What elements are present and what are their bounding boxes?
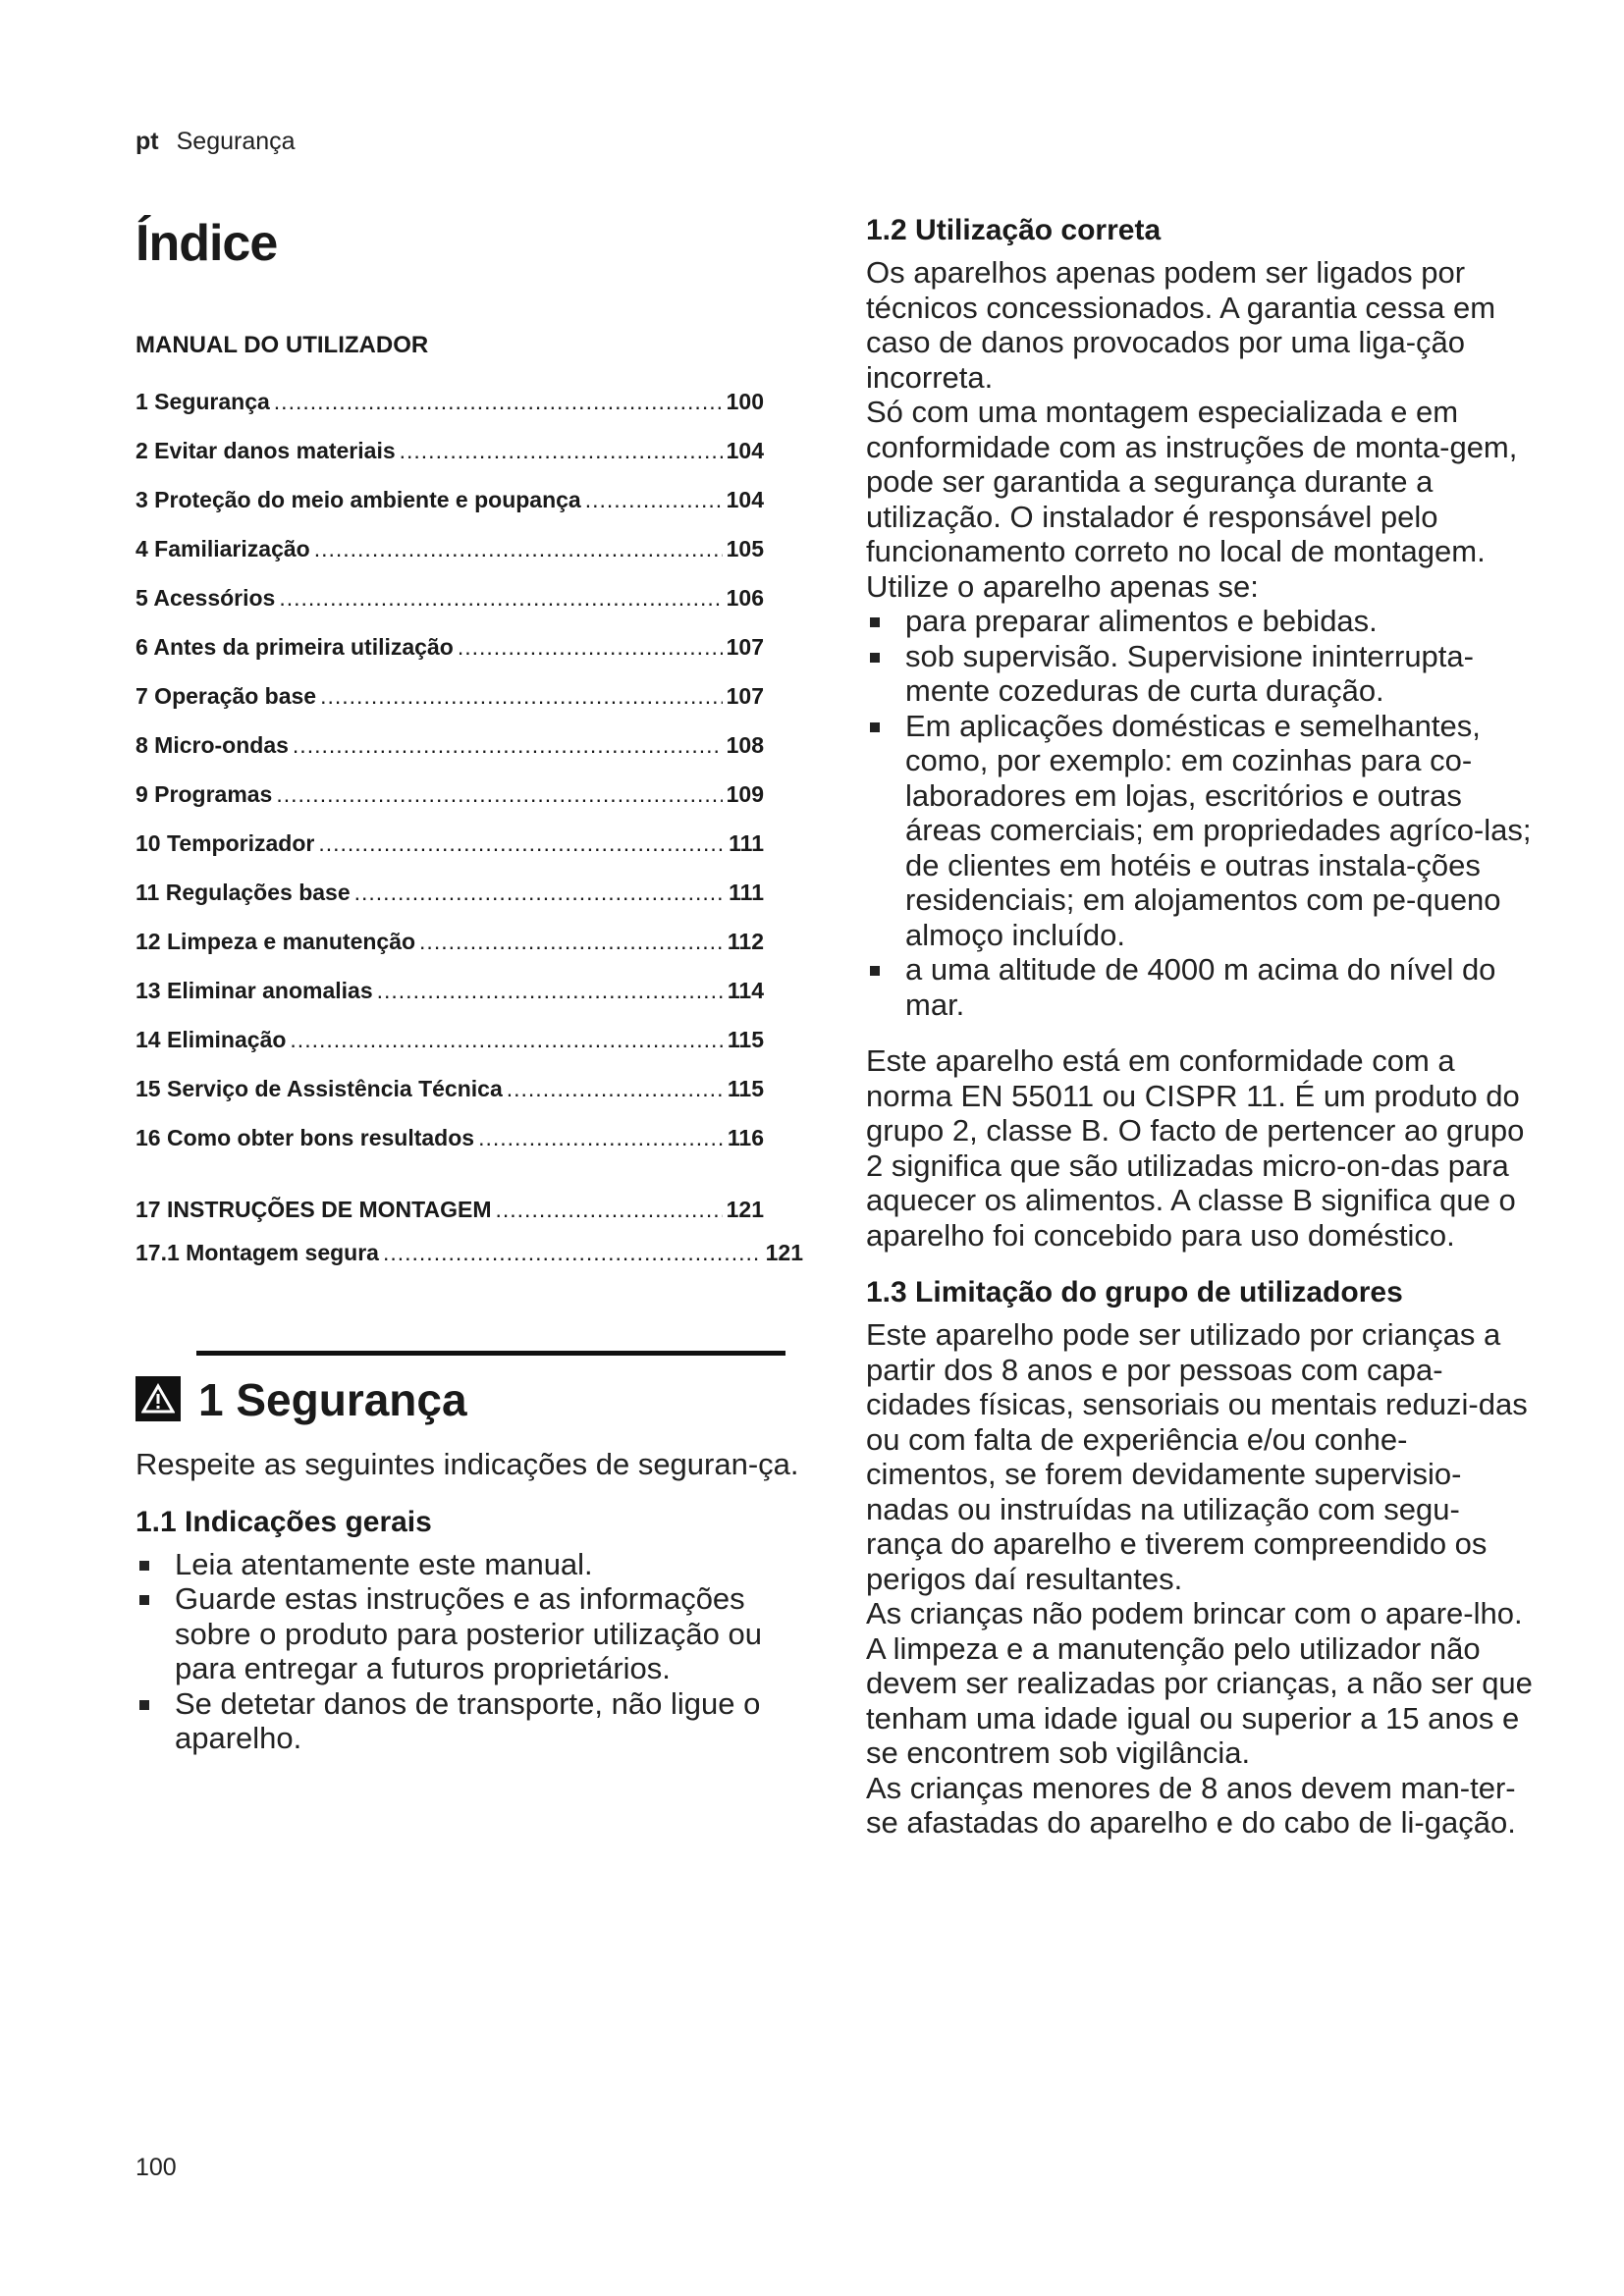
list-item: a uma altitude de 4000 m acima do nível do mar. [866, 952, 1534, 1022]
left-column [135, 214, 803, 1756]
list-item: Em aplicações domésticas e semelhantes, como, por exemplo: em cozinhas para co-laboradores em lojas, escritórios e outras áreas comerciais; em propriedades agríco-las; de clientes em hotéis e outras instala-ções residenciais; em alojamentos com pe-queno almoço incluído. [866, 709, 1534, 953]
page-number: 100 [135, 2154, 177, 2181]
toc-entry[interactable]: 2 Evitar danos materiais ..... 104 [135, 426, 764, 475]
paragraph: Este aparelho pode ser utilizado por crianças a partir dos 8 anos e por pessoas com capa-cidades físicas, sensoriais ou mentais reduzi-das ou com falta de experiência e/ou conhe-cimentos, se forem devidamente supervisio-nadas ou instruídas na utilização com segu-rança do aparelho e tiverem compreendido os perigos daí resultantes. [866, 1317, 1528, 1596]
usage-bullets [866, 604, 1534, 1022]
list-item: para preparar alimentos e bebidas. [866, 604, 1534, 639]
toc-entry[interactable]: 7 Operação base ..... 107 [135, 671, 764, 721]
subsection-title: 1.1 Indicações gerais [135, 1505, 432, 1538]
paragraph: Este aparelho está em conformidade com a norma EN 55011 ou CISPR 11. É um produto do grupo 2, classe B. O facto de pertencer ao grupo 2 significa que são utilizadas micro-on-das para aquecer os alimentos. A classe B significa que o aparelho foi concebido para uso doméstico. [866, 1043, 1525, 1253]
toc-entry[interactable]: 5 Acessórios ..... 106 [135, 573, 764, 622]
list-item: Se detetar danos de transporte, não ligue o aparelho. [135, 1686, 803, 1756]
table-of-contents-installation [135, 1188, 803, 1274]
toc-entry[interactable]: 10 Temporizador ..... 111 [135, 819, 764, 868]
language-code: pt [135, 128, 159, 155]
toc-entry[interactable]: 4 Familiarização ..... 105 [135, 524, 764, 573]
toc-entry[interactable]: 9 Programas ..... 109 [135, 770, 764, 819]
table-of-contents [135, 377, 803, 1162]
subsection-title: 1.3 Limitação do grupo de utilizadores [866, 1276, 1403, 1308]
toc-entry[interactable]: 17 INSTRUÇÕES DE MONTAGEM ..... 121 [135, 1188, 764, 1231]
toc-entry[interactable]: 13 Eliminar anomalias ..... 114 [135, 966, 764, 1015]
toc-entry[interactable]: 6 Antes da primeira utilização ..... 107 [135, 622, 764, 671]
paragraph: Os aparelhos apenas podem ser ligados por técnicos concessionados. A garantia cessa em caso de danos provocados por uma liga-ção incorreta. [866, 255, 1496, 395]
toc-entry[interactable]: 1 Segurança ..... 100 [135, 377, 764, 426]
safety-intro: Respeite as seguintes indicações de seguran-ça. [135, 1447, 799, 1481]
toc-entry[interactable]: 11 Regulações base ..... 111 [135, 868, 764, 917]
section-title: 1 Segurança [198, 1374, 467, 1425]
toc-entry[interactable]: 15 Serviço de Assistência Técnica ..... 115 [135, 1064, 764, 1113]
general-bullets [135, 1547, 803, 1756]
manual-label: MANUAL DO UTILIZADOR [135, 332, 429, 358]
running-header [135, 128, 296, 156]
paragraph: A limpeza e a manutenção pelo utilizador não devem ser realizadas por crianças, a não ser que tenham uma idade igual ou superior a 15 anos e se encontrem sob vigilância. [866, 1630, 1533, 1770]
toc-entry[interactable]: 8 Micro-ondas ..... 108 [135, 721, 764, 770]
right-column [866, 214, 1534, 1841]
section-heading [135, 1351, 803, 1429]
header-section: Segurança [176, 128, 296, 155]
section-rule [196, 1351, 785, 1356]
toc-entry[interactable]: 12 Limpeza e manutenção ..... 112 [135, 917, 764, 966]
paragraph: Utilize o aparelho apenas se: [866, 568, 1259, 604]
toc-entry[interactable]: 3 Proteção do meio ambiente e poupança ..... 104 [135, 475, 764, 524]
paragraph: Só com uma montagem especializada e em conformidade com as instruções de monta-gem, pode ser garantida a segurança durante a utilização. O instalador é responsável pelo funcionamento correto no local de montagem. [866, 395, 1518, 568]
warning-icon [135, 1376, 181, 1421]
toc-entry[interactable]: 16 Como obter bons resultados ..... 116 [135, 1113, 764, 1162]
index-title: Índice [135, 215, 278, 272]
toc-entry[interactable]: 17.1 Montagem segura ..... 121 [135, 1231, 803, 1274]
toc-entry[interactable]: 14 Eliminação ..... 115 [135, 1015, 764, 1064]
paragraph: As crianças menores de 8 anos devem man-ter-se afastadas do aparelho e do cabo de li-gação. [866, 1770, 1516, 1840]
list-item: Guarde estas instruções e as informações sobre o produto para posterior utilização ou para entregar a futuros proprietários. [135, 1581, 803, 1686]
paragraph: As crianças não podem brincar com o apare-lho. [866, 1596, 1523, 1630]
list-item: sob supervisão. Supervisione ininterrupta-mente cozeduras de curta duração. [866, 639, 1534, 709]
list-item: Leia atentamente este manual. [135, 1547, 803, 1582]
subsection-title: 1.2 Utilização correta [866, 214, 1162, 246]
